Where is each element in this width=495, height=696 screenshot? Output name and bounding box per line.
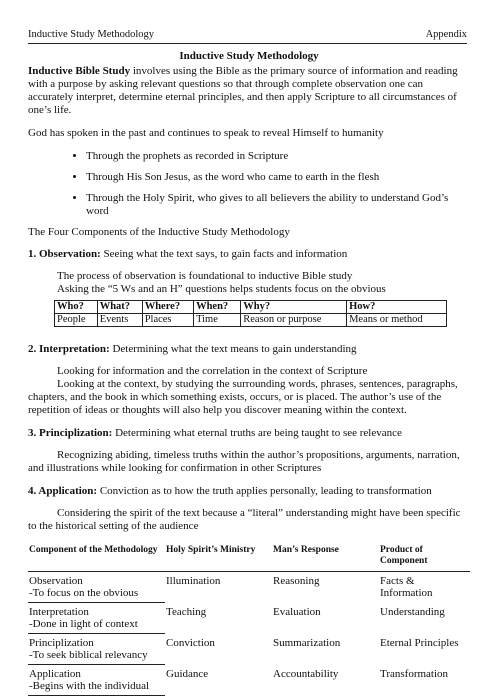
page-title: Inductive Study Methodology (179, 50, 319, 62)
table-cell: Transformation (380, 667, 449, 680)
table-cell: Accountability (273, 667, 339, 680)
observation-line-2: Asking the “5 Ws and an H” questions helps students focus on the obvious (57, 283, 386, 295)
table-cell: Illumination (166, 575, 221, 587)
table-row (28, 665, 470, 696)
table-header-cell: Where? (142, 301, 193, 314)
header-rule (28, 43, 467, 44)
god-spoken-line: God has spoken in the past and continues to speak to reveal Himself to humanity (28, 127, 384, 139)
interpretation-heading (28, 343, 470, 356)
principlization-label: 3. Principlization: (28, 427, 113, 439)
table-cell (28, 665, 165, 696)
principlization-line-1: Recognizing abiding, timeless truths within the author’s propositions, arguments, narration, and illustrations while looking for confirmation in other Scriptures (28, 449, 460, 474)
table-cell (28, 634, 165, 665)
table-row (55, 301, 447, 314)
components-table (28, 545, 470, 696)
application-desc: Conviction as to how the truth applies personally, leading to transformation (97, 485, 432, 497)
application-label: 4. Application: (28, 485, 98, 497)
table-header-cell: Who? (55, 301, 98, 314)
table-row (28, 603, 470, 634)
component-name: Observation (29, 575, 83, 587)
application-heading (28, 485, 470, 498)
component-sub: -Begins with the individual (29, 680, 150, 692)
header-right: Appendix (425, 29, 467, 40)
table-header-cell: Component of the Methodology (28, 545, 165, 572)
table-cell: Guidance (166, 667, 209, 680)
application-line-1: Considering the spirit of the text because a “literal” understanding might have been specific to the historical setting of the audience (28, 507, 461, 532)
table-cell: Eternal Principles (380, 636, 459, 649)
table-header-cell: What? (97, 301, 142, 314)
table-row (55, 314, 447, 327)
component-name: Interpretation (29, 606, 89, 618)
table-cell: People (55, 314, 98, 327)
interpretation-line-2: Looking at the context, by studying the surrounding words, phrases, sentences, paragraphs, chapters, and the book in which something exists, occurs, or is placed. The author’s use of the repetition of ideas or thoughts will also help you discover meaning within the context. (28, 378, 458, 416)
four-components-heading: The Four Components of the Inductive Study Methodology (28, 226, 290, 238)
component-sub: -To focus on the obvious (29, 587, 139, 599)
table-row (28, 634, 470, 665)
interpretation-desc: Determining what the text means to gain understanding (109, 343, 357, 355)
list-item: • Through the prophets as recorded in Scripture (86, 150, 470, 163)
page-header (28, 28, 467, 42)
table-row (28, 545, 470, 572)
table-cell: Events (97, 314, 142, 327)
table-header-cell: How? (347, 301, 447, 314)
observation-line-1: The process of observation is foundational to inductive Bible study (57, 270, 353, 282)
table-header-cell: When? (194, 301, 241, 314)
observation-desc: Seeing what the text says, to gain facts and information (100, 248, 348, 260)
table-cell: Facts & Information (380, 575, 433, 599)
table-cell: Time (194, 314, 241, 327)
table-cell: Summarization (273, 636, 341, 649)
intro-bold-lead: Inductive Bible Study (28, 65, 131, 77)
table-cell: Reason or purpose (241, 314, 347, 327)
list-item: • Through His Son Jesus, as the word who came to earth in the flesh (86, 171, 470, 184)
component-name: Application (29, 668, 81, 680)
table-cell: Teaching (166, 605, 207, 618)
revelation-list (28, 150, 470, 218)
table-cell: Understanding (380, 605, 445, 618)
principlization-desc: Determining what eternal truths are being taught to see relevance (112, 427, 402, 439)
observation-label: 1. Observation: (28, 248, 101, 260)
table-header-cell: Product of Component (379, 545, 470, 572)
table-header-cell: Holy Spirit’s Ministry (165, 545, 272, 572)
interpretation-line-1: Looking for information and the correlation in the context of Scripture (57, 365, 368, 377)
five-ws-table (54, 300, 447, 327)
component-sub: -Done in light of context (29, 618, 138, 630)
component-name: Principlization (29, 637, 94, 649)
header-left: Inductive Study Methodology (28, 29, 154, 40)
table-cell: Conviction (166, 636, 215, 649)
intro-text: involves using the Bible as the primary source of information and reading with a purpose by asking relevant questions so that through complete observation one can accurately interpret, determine eternal principles, and then apply Scripture to all circumstances of one’s life. (28, 65, 458, 116)
table-cell: Means or method (347, 314, 447, 327)
table-cell: Reasoning (273, 575, 320, 587)
observation-heading (28, 248, 470, 261)
component-sub: -To seek biblical relevancy (29, 649, 148, 661)
table-cell: Evaluation (273, 605, 321, 618)
table-cell (28, 572, 165, 603)
intro-paragraph (28, 65, 470, 117)
table-cell (28, 603, 165, 634)
principlization-heading (28, 427, 470, 440)
list-item: • Through the Holy Spirit, who gives to all believers the ability to understand God’s word (86, 192, 470, 218)
table-header-cell: Man’s Response (272, 545, 379, 572)
table-cell: Places (142, 314, 193, 327)
interpretation-label: 2. Interpretation: (28, 343, 110, 355)
table-row (28, 572, 470, 603)
table-header-cell: Why? (241, 301, 347, 314)
page-content (28, 50, 470, 696)
